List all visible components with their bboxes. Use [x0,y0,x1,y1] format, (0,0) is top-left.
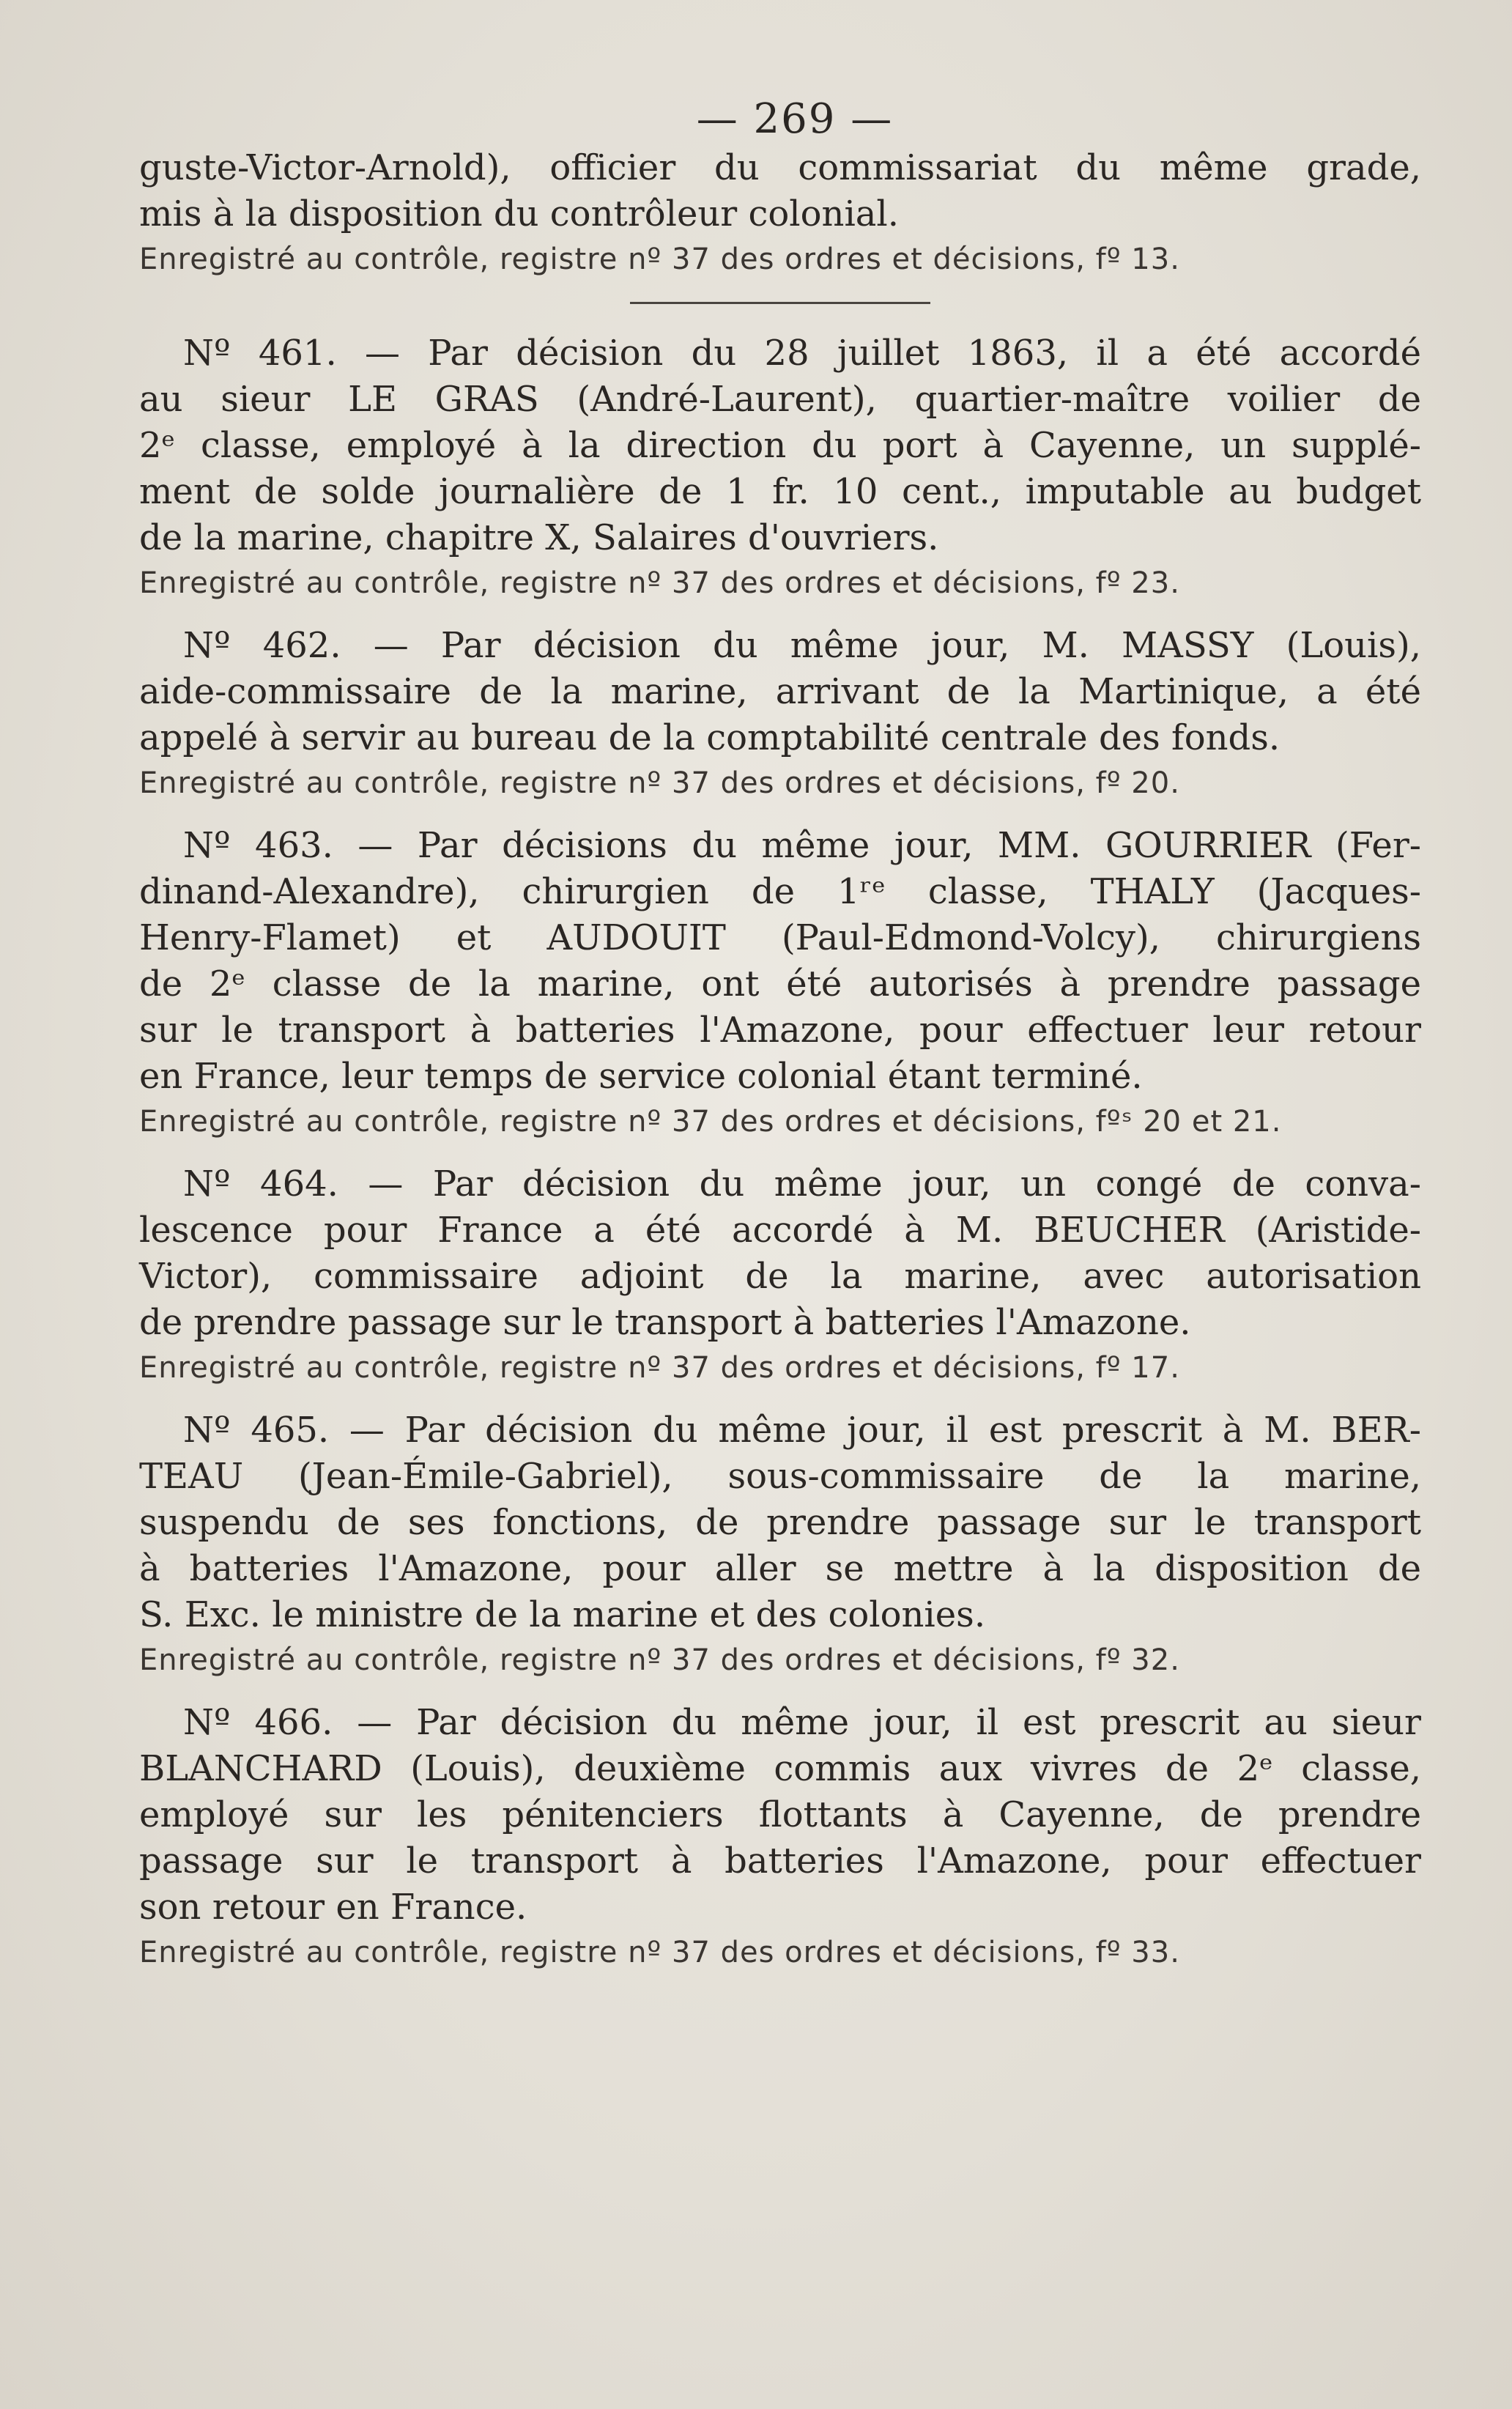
entry-line: aide-commissaire de la marine, arrivant de la Martinique, a été [139,671,1421,712]
entry-line: Nº 466. — Par décision du même jour, il est prescrit au sieur [183,1702,1421,1743]
section-separator [630,302,930,304]
entry-line: Nº 464. — Par décision du même jour, un congé de conva- [183,1163,1421,1204]
entry-line: TEAU (Jean-Émile-Gabriel), sous-commissaire de la marine, [139,1456,1421,1497]
entry-line: Nº 462. — Par décision du même jour, M. MASSY (Louis), [183,625,1421,666]
entry-line: Nº 463. — Par décisions du même jour, MM. GOURRIER (Fer- [183,825,1421,866]
entry-line: S. Exc. le ministre de la marine et des colonies. [139,1594,986,1635]
entry-462 [139,623,1421,805]
registration-note: Enregistré au contrôle, registre nº 37 des ordres et décisions, fºˢ 20 et 21. [139,1105,1282,1139]
entry-line: employé sur les pénitenciers flottants à Cayenne, de prendre [139,1794,1421,1835]
entry-line: sur le transport à batteries l'Amazone, pour effectuer leur retour [139,1010,1421,1051]
registration-note: Enregistré au contrôle, registre nº 37 des ordres et décisions, fº 13. [139,243,1180,276]
entry-line: Victor), commissaire adjoint de la marine, avec autorisation [139,1256,1421,1297]
entry-line: BLANCHARD (Louis), deuxième commis aux vivres de 2ᵉ classe, [139,1748,1421,1789]
entry-465 [139,1407,1421,1682]
entry-line: Henry-Flamet) et AUDOUIT (Paul-Edmond-Volcy), chirurgiens [139,917,1421,958]
entry-466 [139,1700,1421,1975]
entry-line: son retour en France. [139,1887,527,1928]
entry-461 [139,330,1421,605]
registration-note: Enregistré au contrôle, registre nº 37 des ordres et décisions, fº 17. [139,1351,1180,1385]
registration-note: Enregistré au contrôle, registre nº 37 des ordres et décisions, fº 33. [139,1936,1180,1969]
entry-line: Nº 461. — Par décision du 28 juillet 1863, il a été accordé [183,333,1421,374]
entry-line: mis à la disposition du contrôleur colonial. [139,193,900,234]
entry-line: suspendu de ses fonctions, de prendre passage sur le transport [139,1502,1421,1543]
entry-463 [139,823,1421,1144]
entry-line: au sieur LE GRAS (André-Laurent), quartier-maître voilier de [139,379,1421,420]
entry-line: passage sur le transport à batteries l'Amazone, pour effectuer [139,1840,1421,1881]
registration-note: Enregistré au contrôle, registre nº 37 des ordres et décisions, fº 23. [139,566,1180,600]
entry-line: à batteries l'Amazone, pour aller se mettre à la disposition de [139,1548,1421,1589]
entry-line: en France, leur temps de service colonial étant terminé. [139,1056,1143,1097]
entry-line: ment de solde journalière de 1 fr. 10 cent., imputable au budget [139,471,1421,512]
entry-line: guste-Victor-Arnold), officier du commissariat du même grade, [139,147,1421,188]
entry-line: de la marine, chapitre X, Salaires d'ouvriers. [139,517,939,558]
page-number: — 269 — [696,95,894,143]
entry-line: de prendre passage sur le transport à batteries l'Amazone. [139,1302,1191,1343]
registration-note: Enregistré au contrôle, registre nº 37 des ordres et décisions, fº 20. [139,766,1180,800]
text-column [139,94,1421,1975]
entry-line: lescence pour France a été accordé à M. BEUCHER (Aristide- [139,1210,1421,1251]
entry-464 [139,1161,1421,1390]
entry-line: 2ᵉ classe, employé à la direction du port à Cayenne, un supplé- [139,425,1421,466]
entry-line: Nº 465. — Par décision du même jour, il est prescrit à M. BER- [183,1410,1421,1451]
entry-line: dinand-Alexandre), chirurgien de 1ʳᵉ classe, THALY (Jacques- [139,871,1421,912]
entry-line: appelé à servir au bureau de la comptabilité centrale des fonds. [139,717,1281,758]
continuation-entry [139,145,1421,281]
registration-note: Enregistré au contrôle, registre nº 37 des ordres et décisions, fº 32. [139,1643,1180,1677]
entry-line: de 2ᵉ classe de la marine, ont été autorisés à prendre passage [139,963,1421,1004]
